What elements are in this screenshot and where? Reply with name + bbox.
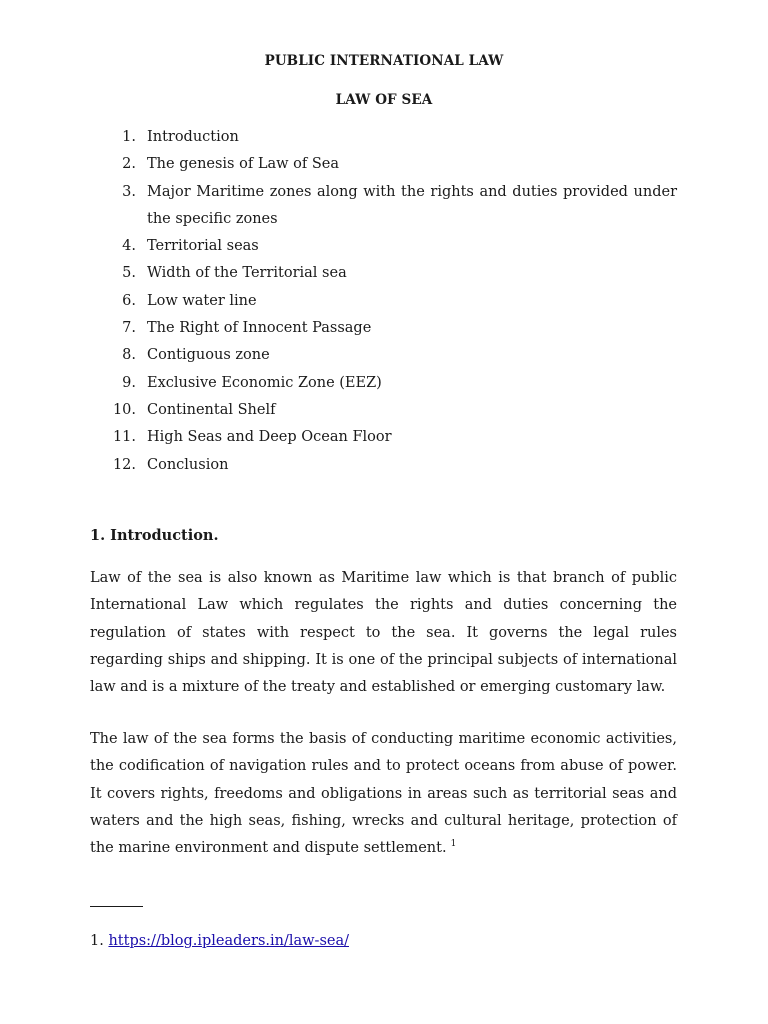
toc-number: 10.: [112, 401, 136, 418]
toc-text: The Right of Innocent Passage: [147, 320, 372, 337]
toc-number: 11.: [112, 429, 136, 446]
toc-text: Territorial seas: [147, 238, 259, 255]
toc-item: [0, 260, 768, 287]
toc-number: 8.: [122, 347, 136, 364]
toc-number: 4.: [122, 238, 136, 255]
toc-item: [0, 342, 768, 369]
toc-text: High Seas and Deep Ocean Floor: [147, 429, 392, 446]
toc-number: 2.: [122, 156, 136, 173]
toc-number: 7.: [122, 320, 136, 337]
toc-text: Major Maritime zones along with the rights and duties provided under the specific zones: [147, 183, 677, 227]
toc-item: [0, 179, 768, 234]
toc-text: Exclusive Economic Zone (EEZ): [147, 374, 382, 391]
toc-number: 3.: [122, 183, 136, 200]
toc-item: [0, 124, 768, 151]
toc-item: [0, 452, 768, 479]
footnote-link[interactable]: https://blog.ipleaders.in/law-sea/: [108, 933, 349, 949]
toc-number: 5.: [122, 265, 136, 282]
toc-item: [0, 315, 768, 342]
footnote: [90, 933, 349, 949]
paragraph-text: The law of the sea forms the basis of conducting maritime economic activities, the codification of navigation rules and to protect oceans from abuse of power. It covers rights, freedoms and obligations in areas such as territorial seas and waters and the high seas, fishing, wrecks and cultural heritage, protection of the marine environment and dispute settlement.: [90, 731, 677, 857]
toc-number: 12.: [112, 456, 136, 473]
body-paragraph: [90, 726, 677, 862]
document-title: PUBLIC INTERNATIONAL LAW: [264, 53, 504, 69]
toc-text: Width of the Territorial sea: [147, 265, 347, 282]
toc-number: 6.: [122, 292, 136, 309]
footnote-separator: [90, 906, 143, 907]
footnote-marker[interactable]: 1: [450, 839, 457, 850]
toc-number: 9.: [122, 374, 136, 391]
toc-text: Introduction: [147, 129, 239, 145]
toc-item: [0, 151, 768, 178]
toc-text: Continental Shelf: [147, 401, 276, 418]
toc-text: Conclusion: [147, 456, 229, 473]
body-paragraph: [90, 565, 677, 701]
toc-text: Contiguous zone: [147, 347, 270, 364]
toc-item: [0, 397, 768, 424]
footnote-number: 1.: [90, 933, 104, 949]
toc-item: [0, 424, 768, 451]
toc-text: The genesis of Law of Sea: [147, 156, 339, 173]
document-subtitle: LAW OF SEA: [335, 92, 433, 108]
toc-item: [0, 233, 768, 260]
section-heading-introduction: 1. Introduction.: [90, 527, 219, 544]
toc-item: [0, 370, 768, 397]
toc-number: 1.: [122, 129, 136, 145]
table-of-contents: [0, 124, 768, 479]
toc-text: Low water line: [147, 292, 257, 309]
toc-item: [0, 288, 768, 315]
paragraph-text: Law of the sea is also known as Maritime law which is that branch of public International Law which regulates the rights and duties concerning the regulation of states with respect to the sea. It governs the legal rules regarding ships and shipping. It is one of the principal subjects of international law and is a mixture of the treaty and established or emerging customary law.: [90, 570, 677, 696]
